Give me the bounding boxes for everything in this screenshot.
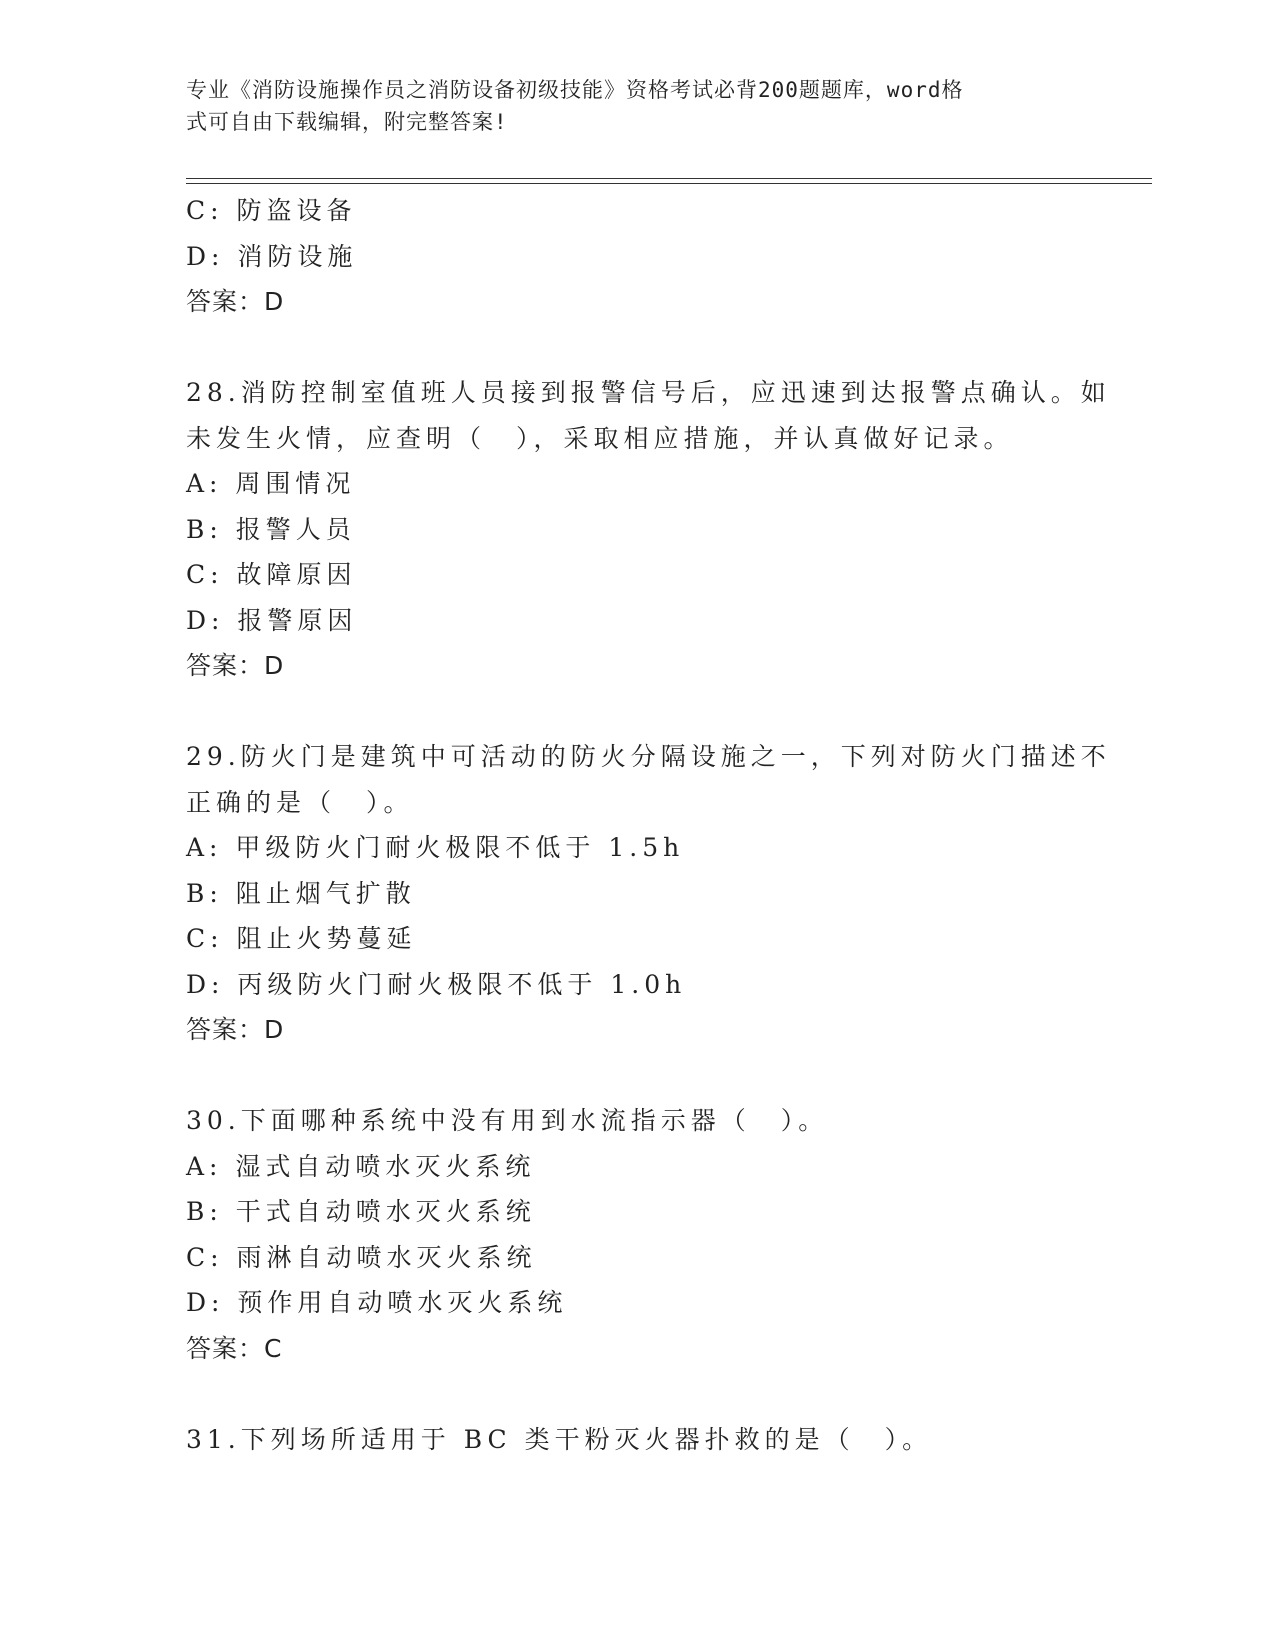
header-divider-top bbox=[186, 178, 1152, 179]
question-text-line: 28.消防控制室值班人员接到报警信号后，应迅速到达报警点确认。如 bbox=[186, 378, 1111, 407]
option-b: B: 报警人员 bbox=[186, 514, 356, 544]
question-list bbox=[186, 188, 1111, 1462]
option-c: C: 防盗设备 bbox=[186, 196, 357, 225]
question-text-line: 正确的是（ ）。 bbox=[186, 787, 414, 817]
question-30 bbox=[186, 1098, 1086, 1371]
question-27-continuation bbox=[186, 188, 1086, 325]
question-text-line: 29.防火门是建筑中可活动的防火分隔设施之一，下列对防火门描述不 bbox=[186, 742, 1111, 771]
option-a: A: 周围情况 bbox=[186, 469, 356, 498]
question-29 bbox=[186, 734, 1111, 1053]
question-31 bbox=[186, 1417, 1086, 1463]
question-text-line: 未发生火情，应查明（ ），采取相应措施，并认真做好记录。 bbox=[186, 423, 1014, 453]
header-line-1: 专业《消防设施操作员之消防设备初级技能》资格考试必背200题题库，word格 bbox=[186, 78, 964, 102]
option-c: C: 故障原因 bbox=[186, 560, 357, 589]
answer-line: 答案：C bbox=[186, 1333, 283, 1363]
option-b: B: 干式自动喷水灭火系统 bbox=[186, 1197, 536, 1226]
spacer bbox=[186, 689, 1086, 735]
option-d: D: 消防设施 bbox=[186, 241, 358, 271]
spacer bbox=[186, 325, 1086, 371]
option-d: D: 预作用自动喷水灭火系统 bbox=[186, 1288, 568, 1317]
option-a: A: 湿式自动喷水灭火系统 bbox=[186, 1151, 536, 1181]
question-28 bbox=[186, 370, 1111, 689]
option-b: B: 阻止烟气扩散 bbox=[186, 878, 416, 908]
answer-line: 答案：D bbox=[186, 287, 285, 316]
question-text-line: 31.下列场所适用于 BC 类干粉灭火器扑救的是（ ）。 bbox=[186, 1424, 933, 1454]
answer-line: 答案：D bbox=[186, 1015, 285, 1044]
answer-line: 答案：D bbox=[186, 651, 285, 680]
header-line-2: 式可自由下载编辑，附完整答案! bbox=[186, 110, 508, 134]
spacer bbox=[186, 1371, 1086, 1417]
option-d: D: 报警原因 bbox=[186, 605, 358, 635]
option-a: A: 甲级防火门耐火极限不低于 1.5h bbox=[186, 833, 685, 862]
spacer bbox=[186, 1053, 1086, 1099]
option-d: D: 丙级防火门耐火极限不低于 1.0h bbox=[186, 969, 687, 999]
option-c: C: 雨淋自动喷水灭火系统 bbox=[186, 1242, 537, 1272]
option-c: C: 阻止火势蔓延 bbox=[186, 924, 417, 953]
header-divider-bottom bbox=[186, 183, 1152, 184]
document-header bbox=[186, 74, 1066, 138]
question-text-line: 30.下面哪种系统中没有用到水流指示器（ ）。 bbox=[186, 1106, 829, 1135]
